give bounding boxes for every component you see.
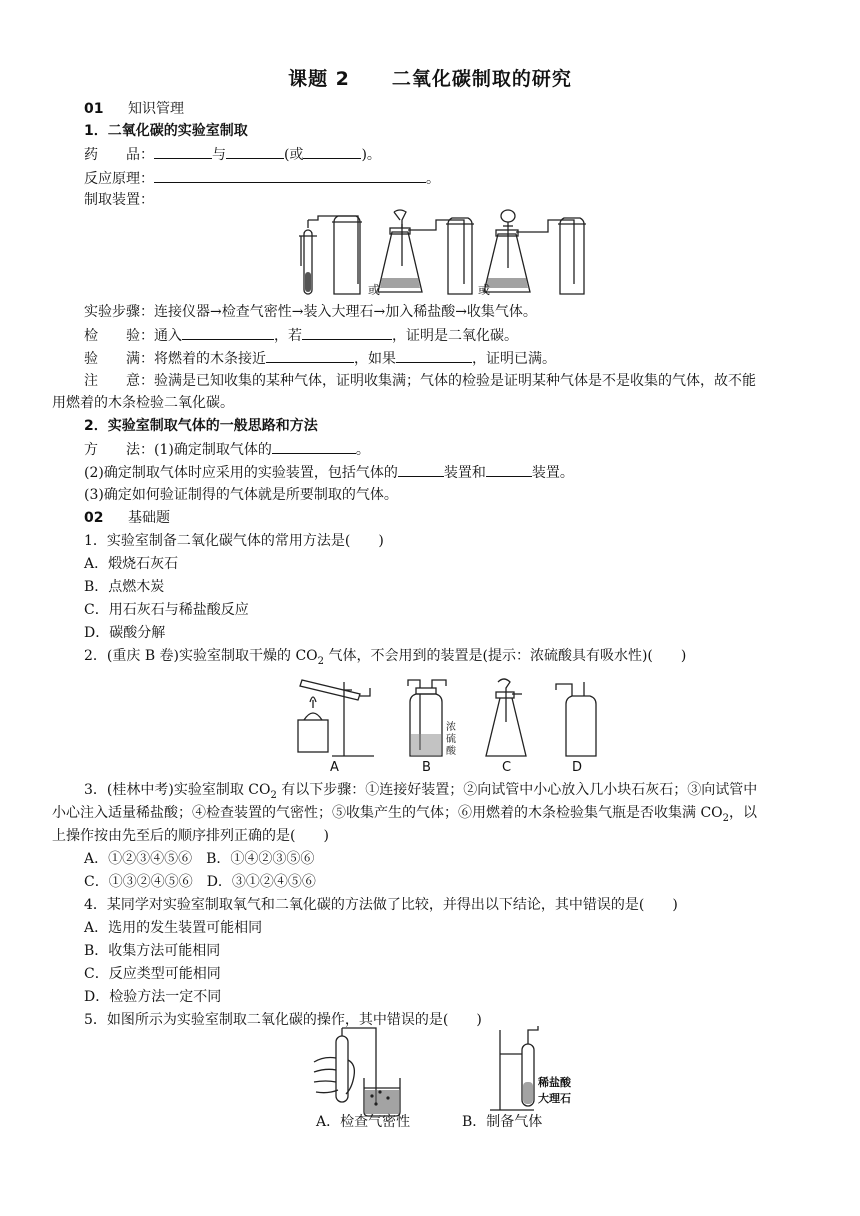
q5-option-a[interactable]: A．检查气密性 [316, 1114, 411, 1130]
k2-heading: 2．实验室制取气体的一般思路和方法 [84, 418, 318, 434]
title-main: 二氧化碳制取的研究 [391, 68, 572, 90]
q4-stem: 4．某同学对实验室制取氧气和二氧化碳的方法做了比较，并得出以下结论，其中错误的是( ) [84, 897, 678, 913]
k2-method1: 方 法：(1)确定制取气体的 。 [84, 439, 370, 460]
q4-option-c[interactable]: C．反应类型可能相同 [84, 966, 221, 982]
blank[interactable] [182, 325, 274, 340]
q5-option-b[interactable]: B．制备气体 [462, 1114, 543, 1130]
blank[interactable] [302, 325, 392, 340]
label-marble: 大理石 [538, 1092, 571, 1105]
q3-options-cd[interactable]: C．①③②④⑤⑥ D．③①②④⑤⑥ [84, 874, 316, 890]
q3-options-ab[interactable]: A．①②③④⑤⑥ B．①④②③⑤⑥ [84, 851, 315, 867]
k1-steps: 实验步骤：连接仪器→检查气密性→装入大理石→加入稀盐酸→收集气体。 [84, 304, 537, 320]
figure-or-label: 或 [478, 283, 491, 297]
section-label: 知识管理 [128, 101, 184, 117]
k2-method3: (3)确定如何验证制得的气体就是所要制取的气体。 [84, 487, 398, 503]
section-number: 01 [84, 101, 104, 117]
q1-option-b[interactable]: B．点燃木炭 [84, 579, 165, 595]
title-prefix: 课题 2 [288, 68, 350, 90]
page-title [0, 64, 860, 91]
q2-stem: 2．(重庆 B 卷)实验室制取干燥的 $CO_2$ 气体，不会用到的装置是(提示：浓硫酸具有吸水性)( ) [84, 648, 687, 667]
q1-option-c[interactable]: C．用石灰石与稀盐酸反应 [84, 602, 249, 618]
q1-option-a[interactable]: A．煅烧石灰石 [84, 556, 179, 572]
figure-or-label: 或 [368, 283, 381, 297]
q1-stem: 1．实验室制备二氧化碳气体的常用方法是( ) [84, 533, 384, 549]
blank[interactable] [398, 462, 444, 477]
k1-heading: 1．二氧化碳的实验室制取 [84, 123, 248, 139]
blank[interactable] [486, 462, 532, 477]
device-label-c: C [502, 760, 512, 775]
blank[interactable] [154, 168, 426, 183]
blank[interactable] [226, 144, 284, 159]
q4-option-d[interactable]: D．检验方法一定不同 [84, 989, 222, 1005]
k1-note-line1: 注 意：验满是已知收集的某种气体，证明收集满；气体的检验是证明某种气体是不是收集的气体，故不能 [84, 373, 756, 389]
blank[interactable] [266, 348, 354, 363]
q5-stem: 5．如图所示为实验室制取二氧化碳的操作，其中错误的是( ) [84, 1012, 482, 1028]
k2-method2: (2)确定制取气体时应采用的实验装置，包括气体的 装置和 装置。 [84, 462, 574, 483]
q1-option-d[interactable]: D．碳酸分解 [84, 625, 166, 641]
k1-principle: 反应原理： 。 [84, 168, 440, 189]
k1-device-label: 制取装置： [84, 192, 154, 208]
device-label-a: A [330, 760, 339, 775]
blank[interactable] [396, 348, 472, 363]
section-number: 02 [84, 510, 104, 526]
device-label-d: D [572, 760, 583, 775]
blank[interactable] [272, 439, 356, 454]
apparatus-figure [298, 206, 594, 300]
k1-full: 验 满：将燃着的木条接近 ，如果 ，证明已满。 [84, 348, 556, 369]
label-dilute-hcl: 稀盐酸 [538, 1076, 571, 1089]
k1-test: 检 验：通入 ，若 ，证明是二氧化碳。 [84, 325, 518, 346]
q3-line1: 3．(桂林中考)实验室制取 $CO_2$ 有以下步骤：①连接好装置；②向试管中小心放入几小块石灰石；③向试管中 [84, 782, 758, 801]
q2-apparatus-figure [290, 672, 610, 776]
q4-option-b[interactable]: B．收集方法可能相同 [84, 943, 221, 959]
q3-line3: 上操作按由先至后的顺序排列正确的是( ) [52, 828, 329, 844]
blank[interactable] [154, 144, 212, 159]
acid-label-char: 酸 [446, 746, 456, 757]
k1-drugs: 药 品： 与 (或 )。 [84, 144, 381, 165]
acid-label-char: 浓 [446, 722, 456, 733]
device-label-b: B [422, 760, 431, 775]
q4-option-a[interactable]: A．选用的发生装置可能相同 [84, 920, 263, 936]
section-basic [84, 508, 170, 528]
blank[interactable] [303, 144, 361, 159]
section-knowledge [84, 99, 184, 119]
section-label: 基础题 [128, 510, 170, 526]
q3-line2: 小心注入适量稀盐酸；④检查装置的气密性；⑤收集产生的气体；⑥用燃着的木条检验集气瓶是否收集满 $CO_2$，以 [52, 805, 758, 824]
k1-note-line2: 用燃着的木条检验二氧化碳。 [52, 395, 234, 411]
acid-label-char: 硫 [446, 734, 456, 745]
